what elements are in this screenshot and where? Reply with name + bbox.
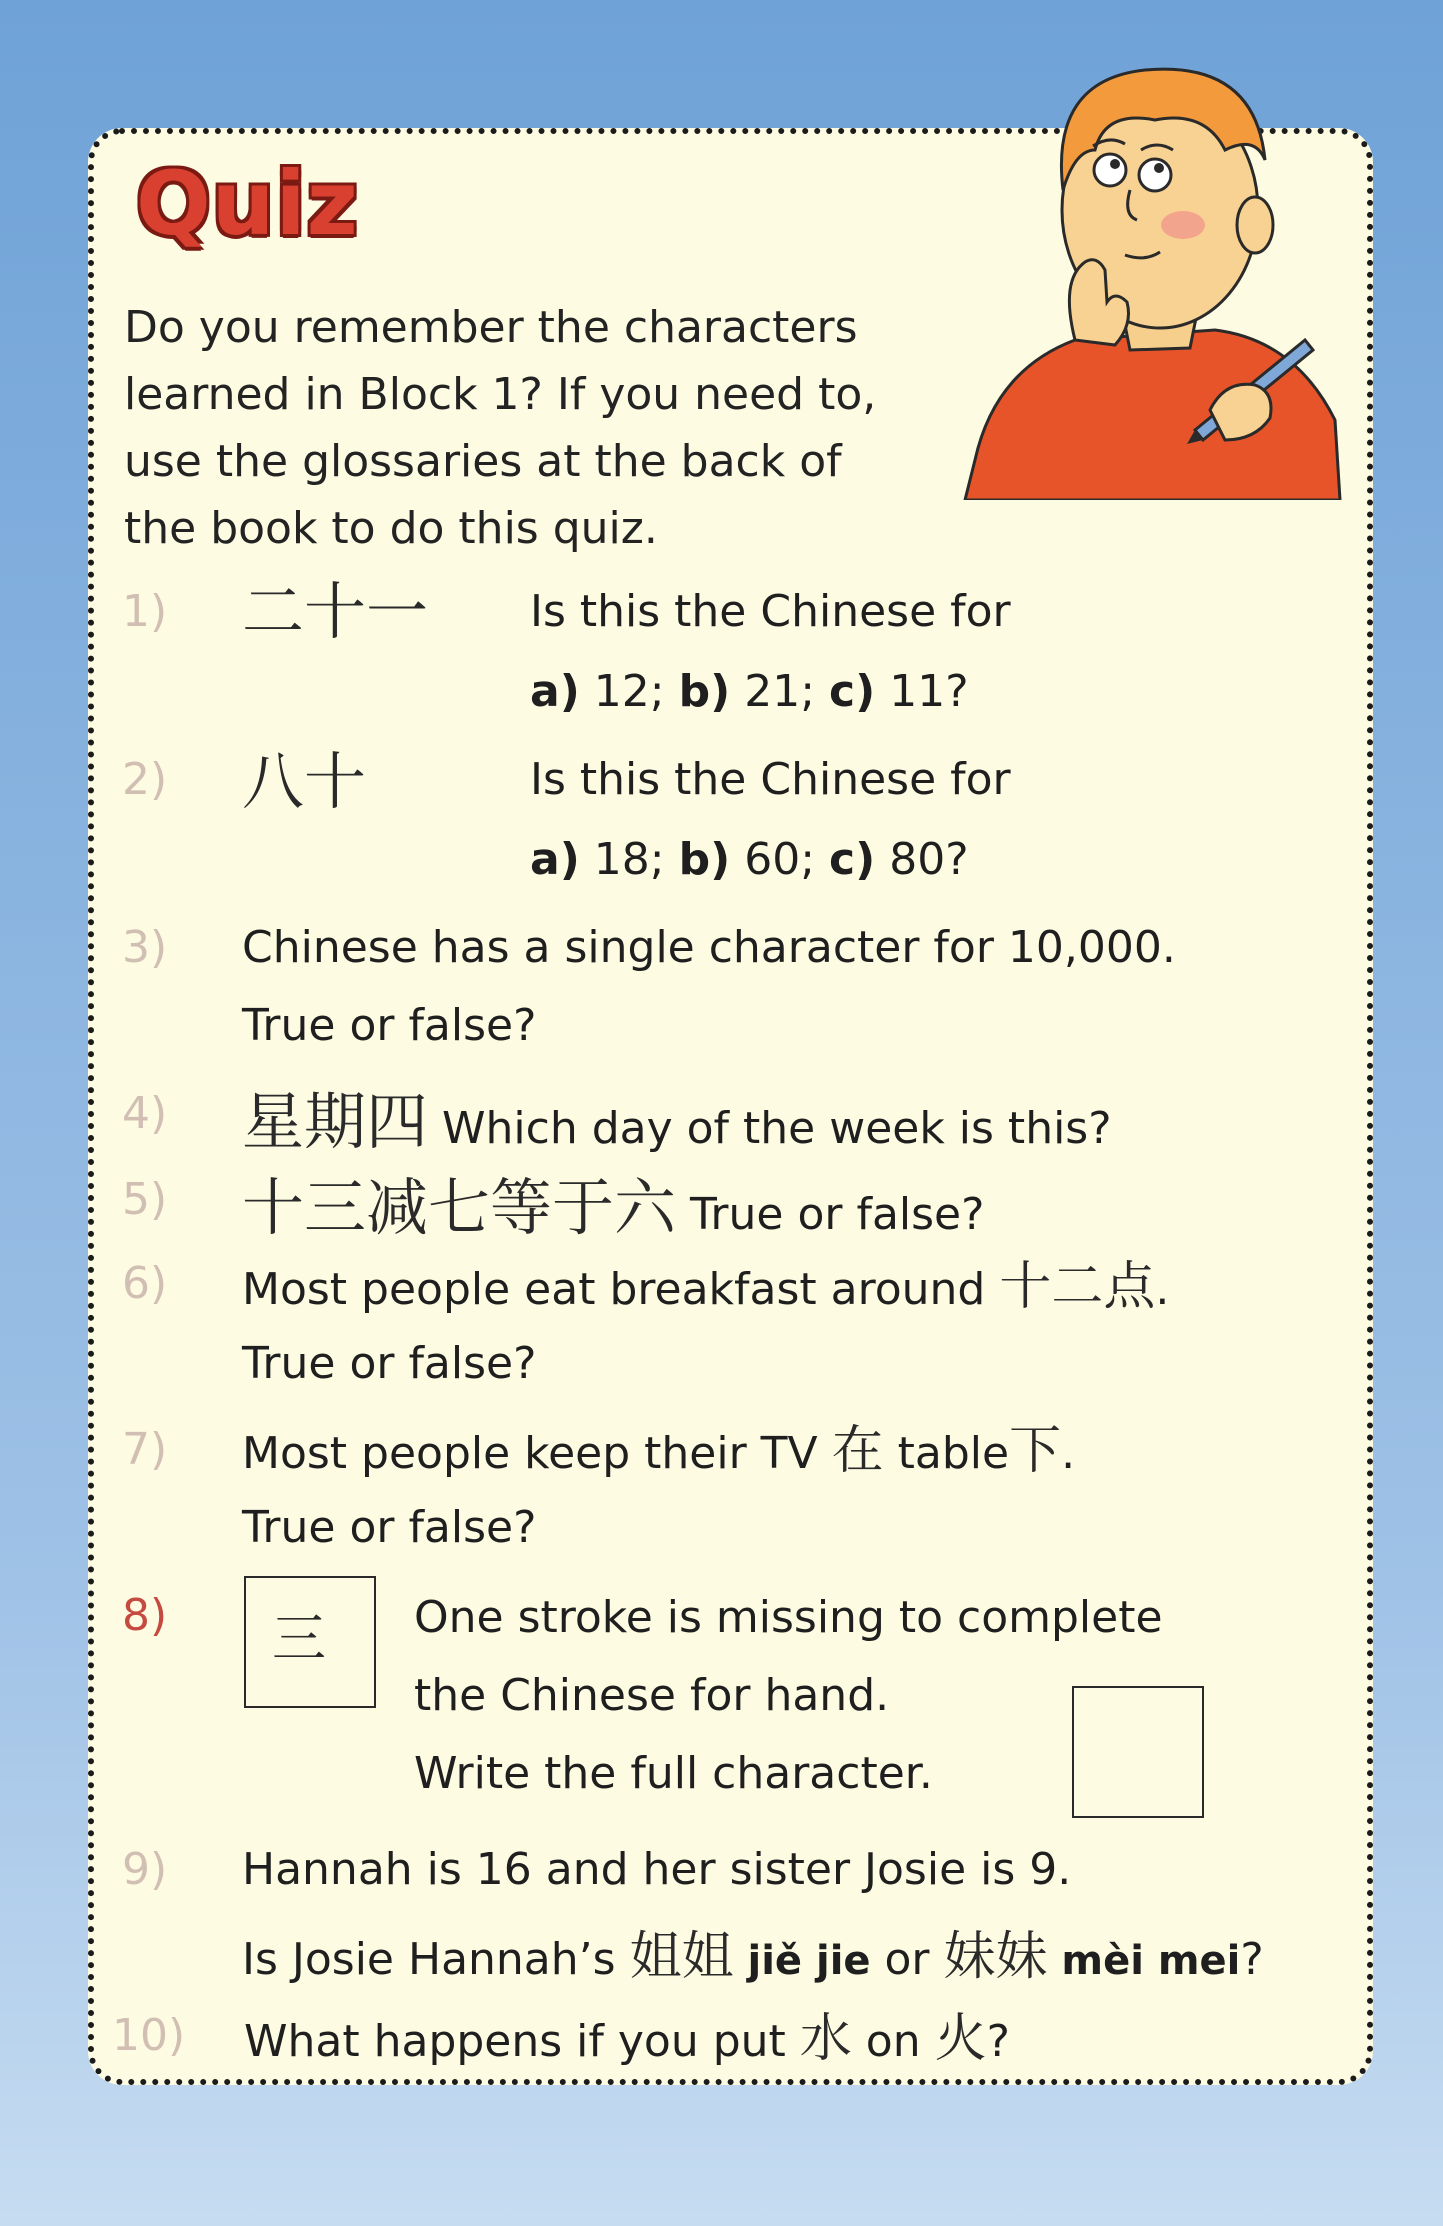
chinese-characters: 八十 [242, 745, 367, 818]
question-text: Which day of the week is this? [442, 1103, 1112, 1154]
question-number: 6) [122, 1258, 168, 1309]
question-line [242, 1914, 1264, 1989]
chinese-characters: 姐姐 [629, 1927, 734, 1987]
pinyin: mèi mei [1047, 1938, 1241, 1984]
question-number: 9) [122, 1844, 168, 1895]
question-text: Most people eat breakfast around [242, 1264, 1000, 1315]
option-value: 21; [730, 666, 830, 717]
question-line [242, 1408, 1075, 1483]
question-number: 7) [122, 1424, 168, 1475]
question-text: Chinese has a single character for 10,000. [242, 922, 1176, 973]
chinese-characters: 妹妹 [943, 1927, 1048, 1987]
punctuation: . [1155, 1264, 1170, 1315]
punctuation: ? [986, 2016, 1010, 2067]
question-line [242, 1158, 984, 1247]
chinese-characters: 火 [934, 2009, 987, 2069]
chinese-characters: 在 [831, 1421, 884, 1481]
question-text: Is Josie Hannah’s [242, 1934, 630, 1985]
chinese-characters: 十三减七等于六 [242, 1171, 677, 1244]
question-text: Write the full character. [414, 1748, 933, 1799]
question-number: 2) [122, 754, 168, 805]
chinese-characters: 二十一 [242, 575, 429, 648]
chinese-characters: 三 [272, 1607, 326, 1670]
question-number: 10) [112, 2010, 186, 2061]
question-text: True or false? [690, 1189, 985, 1240]
punctuation: ? [1240, 1934, 1264, 1985]
character-box [244, 1576, 376, 1708]
answer-box[interactable] [1072, 1686, 1204, 1818]
option-label: c) [829, 666, 876, 717]
option-value: 18; [579, 834, 679, 885]
intro-line: use the glossaries at the back of [124, 436, 842, 487]
question-text: True or false? [242, 1338, 537, 1389]
question-text: Is this the Chinese for [530, 586, 1011, 637]
question-text: Most people keep their TV [242, 1428, 832, 1479]
chinese-characters: 水 [799, 2009, 852, 2069]
option-label: c) [829, 834, 876, 885]
option-label: b) [678, 666, 731, 717]
question-number: 3) [122, 922, 168, 973]
quiz-title: Quiz [136, 152, 359, 255]
question-text: Is this the Chinese for [530, 754, 1011, 805]
question-text: or [884, 1934, 944, 1985]
answer-options [530, 666, 969, 717]
question-text: the Chinese for hand. [414, 1670, 890, 1721]
chinese-characters: 十二点 [999, 1257, 1156, 1317]
option-value: 80? [875, 834, 969, 885]
question-text: table [883, 1428, 1010, 1479]
question-number: 1) [122, 586, 168, 637]
option-value: 11? [875, 666, 969, 717]
question-text: Hannah is 16 and her sister Josie is 9. [242, 1844, 1072, 1895]
question-text: True or false? [242, 1502, 537, 1553]
question-text: One stroke is missing to complete [414, 1592, 1163, 1643]
punctuation: . [1061, 1428, 1076, 1479]
option-value: 12; [579, 666, 679, 717]
question-number: 8) [122, 1590, 168, 1641]
option-label: a) [530, 834, 580, 885]
question-number: 5) [122, 1174, 168, 1225]
pinyin: jiě jie [733, 1938, 885, 1984]
question-line [242, 1244, 1169, 1319]
chinese-characters: 星期四 [242, 1085, 429, 1158]
option-label: b) [678, 834, 731, 885]
chinese-characters: 下 [1009, 1421, 1062, 1481]
option-value: 60; [730, 834, 830, 885]
question-number: 4) [122, 1088, 168, 1139]
intro-line: Do you remember the characters [124, 302, 858, 353]
intro-line: learned in Block 1? If you need to, [124, 369, 877, 420]
question-text: True or false? [242, 1000, 537, 1051]
question-text: on [851, 2016, 935, 2067]
intro-line: the book to do this quiz. [124, 503, 658, 554]
answer-options [530, 834, 969, 885]
intro-text [124, 294, 876, 562]
question-text: What happens if you put [244, 2016, 800, 2067]
question-line [244, 1996, 1010, 2071]
option-label: a) [530, 666, 580, 717]
thinking-boy-illustration [955, 40, 1345, 500]
question-line [242, 1072, 1112, 1161]
